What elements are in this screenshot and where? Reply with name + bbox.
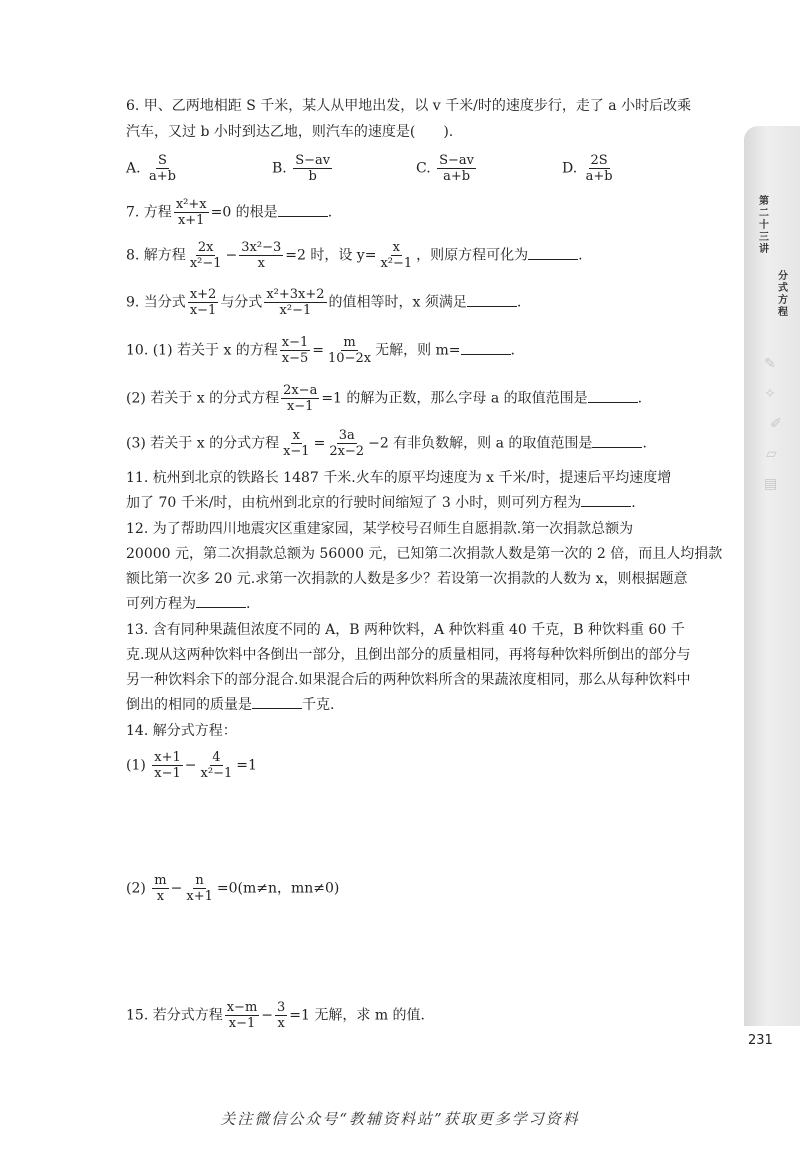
q6-option-c: C. $\frac{S-av}{a+b}$ xyxy=(416,153,475,184)
q6-line2: 汽车，又过 b 小时到达乙地，则汽车的速度是( ). xyxy=(126,124,454,140)
chapter-side-tab xyxy=(744,126,800,1026)
q8: 8. 解方程 $\frac{2x}{\text{x²−1}}$ − $\frac{\text{3x²−3}}{x}$ =2 时，设 y= $\frac{x}{\text{x²−1}}$ ，则原方程可化为 . xyxy=(126,240,583,271)
q11-line1: 11. 杭州到北京的铁路长 1487 千米.火车的原平均速度为 x 千米/时，提速后平均速度增 xyxy=(126,470,672,486)
q12-line2: 20000 元，第二次捐款总额为 56000 元，已知第二次捐款人数是第一次的 2 倍，而且人均捐款 xyxy=(126,546,723,562)
q7: 7. 方程 $\frac{\text{x²+x}}{x+1}$ =0 的根是 . xyxy=(126,197,333,228)
topic-label: 分式方程 xyxy=(778,271,788,318)
q13-line3: 另一种饮料余下的部分混合.如果混合后的两种饮料所含的果蔬浓度相同，那么从每种饮料中 xyxy=(126,672,691,688)
q12-line4: 可列方程为 . xyxy=(126,593,250,615)
q14-title: 14. 解分式方程： xyxy=(126,723,237,739)
q12-line1: 12. 为了帮助四川地震灾区重建家园，某学校号召师生自愿捐款.第一次捐款总额为 xyxy=(126,521,634,537)
q14-part1: (1) $\frac{x+1}{x-1}$ − $\frac{4}{\text{x²−1}}$ =1 xyxy=(126,750,257,781)
lecture-label: 第二十三讲 xyxy=(759,196,769,255)
pen-icon: ✐ xyxy=(770,416,782,432)
q6-option-a: A. $\frac{S}{a+b}$ xyxy=(126,153,176,184)
q10-part2: (2) 若关于 x 的分式方程 $\frac{2x-a}{x-1}$ =1 的解为正数，那么字母 a 的取值范围是 . xyxy=(126,383,643,414)
q6-option-d: D. $\frac{2S}{a+b}$ xyxy=(562,153,613,184)
q13-line1: 13. 含有同种果蔬但浓度不同的 A，B 两种饮料，A 种饮料重 40 千克，B 种饮料重 60 千 xyxy=(126,622,685,638)
q10-part1: 10. (1) 若关于 x 的方程 $\frac{x-1}{x-5}$ = $\frac{m}{10-2x}$ 无解，则 m= . xyxy=(126,335,515,366)
q10-part3: (3) 若关于 x 的分式方程 $\frac{x}{x-1}$ = $\frac{3a}{2x-2}$ −2 有非负数解，则 a 的取值范围是 . xyxy=(126,428,647,459)
q6-option-b: B. $\frac{S-av}{b}$ xyxy=(272,153,331,184)
q11-line2: 加了 70 千米/时，由杭州到北京的行驶时间缩短了 3 小时，则可列方程为 . xyxy=(126,492,636,514)
page-number: 231 xyxy=(748,1033,773,1048)
footer-notice: 关注微信公众号“教辅资料站”获取更多学习资料 xyxy=(220,1110,580,1128)
problem-list xyxy=(126,95,723,1035)
q9: 9. 当分式 $\frac{x+2}{x-1}$ 与分式 $\frac{\text{x²+3x+2}}{\text{x²−1}}$ 的值相等时，x 须满足 . xyxy=(126,287,522,318)
pencil-icon: ✎ xyxy=(764,356,776,372)
q13-line4: 倒出的相同的质量是 千克. xyxy=(126,694,334,716)
q6-line1: 6. 甲、乙两地相距 S 千米，某人从甲地出发，以 v 千米/时的速度步行，走了 a 小时后改乘 xyxy=(126,98,692,114)
q15: 15. 若分式方程 $\frac{x-m}{x-1}$ − $\frac{3}{x}$ =1 无解，求 m 的值. xyxy=(126,1000,426,1031)
sparkle-icon: ✧ xyxy=(764,386,776,402)
q13-line2: 克.现从这两种饮料中各倒出一部分，且倒出部分的质量相同，再将每种饮料所倒出的部分与 xyxy=(126,647,691,663)
q12-line3: 额比第一次多 20 元.求第一次捐款的人数是多少？若设第一次捐款的人数为 x，则根据题意 xyxy=(126,571,688,587)
ruler-icon: ▱ xyxy=(766,446,777,462)
q14-part2: (2) $\frac{m}{x}$ − $\frac{n}{x+1}$ =0(m≠n，mn≠0) xyxy=(126,873,340,904)
book-icon: ▤ xyxy=(764,476,778,492)
